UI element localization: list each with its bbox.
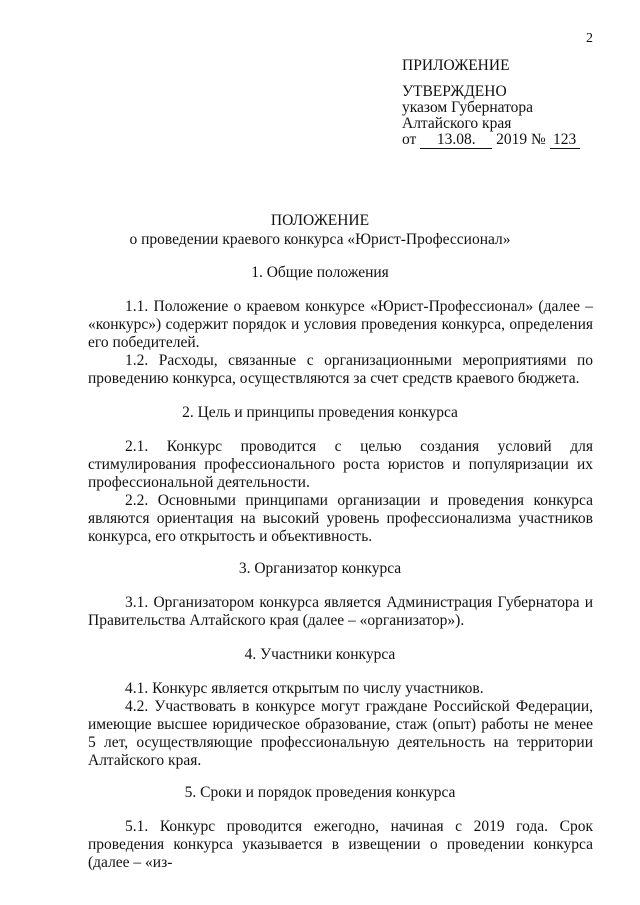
number-label: №	[530, 131, 546, 148]
decree-year: 2019	[496, 131, 528, 148]
paragraph: 1.1. Положение о краевом конкурсе «Юрист-Профессионал» (далее – «конкурс») содержит порядок и условия проведения конкурса, определения его победителей.	[88, 298, 593, 351]
document-subtitle: о проведении краевого конкурса «Юрист-Профессионал»	[129, 231, 511, 248]
section-heading: 3. Организатор конкурса	[238, 560, 402, 577]
decree-date-line	[402, 132, 580, 149]
section-heading: 4. Участники конкурса	[244, 646, 396, 663]
document-title: ПОЛОЖЕНИЕ	[270, 212, 370, 229]
decree-date: 13.08.	[420, 132, 492, 149]
decree-number: 123	[550, 132, 580, 149]
paragraph: 2.1. Конкурс проводится с целью создания условий для стимулирования профессионального роста юристов и популяризации их профессиональной деятельности.	[88, 438, 593, 491]
section-heading: 1. Общие положения	[251, 264, 389, 281]
paragraph: 3.1. Организатором конкурса является Администрация Губернатора и Правительства Алтайского края (далее – «организатор»).	[88, 594, 593, 629]
paragraph: 4.1. Конкурс является открытым по числу участников.	[125, 680, 484, 697]
section-heading: 2. Цель и принципы проведения конкурса	[182, 404, 458, 421]
paragraph: 4.2. Участвовать в конкурсе могут граждане Российской Федерации, имеющие высшее юридическое образование, стаж (опыт) работы не менее 5 лет, осуществляющие профессиональную деятельность на территории Алтайского края.	[88, 698, 593, 769]
section-heading: 5. Сроки и порядок проведения конкурса	[184, 784, 456, 801]
paragraph: 1.2. Расходы, связанные с организационными мероприятиями по проведению конкурса, осуществляются за счет средств краевого бюджета.	[88, 352, 593, 387]
from-label: от	[402, 131, 417, 148]
paragraph: 5.1. Конкурс проводится ежегодно, начиная с 2019 года. Срок проведения конкурса указывается в извещении о проведении конкурса (далее – «из-	[88, 818, 593, 871]
region-label: Алтайского края	[402, 115, 512, 132]
decree-label: указом Губернатора	[402, 99, 534, 116]
appendix-label: ПРИЛОЖЕНИЕ	[402, 57, 510, 74]
approved-label: УТВЕРЖДЕНО	[402, 83, 507, 100]
page-number: 2	[586, 31, 593, 46]
paragraph: 2.2. Основными принципами организации и проведения конкурса являются ориентация на высокий уровень профессионализма участников конкурса, его открытость и объективность.	[88, 492, 593, 545]
approval-stamp	[402, 58, 580, 149]
